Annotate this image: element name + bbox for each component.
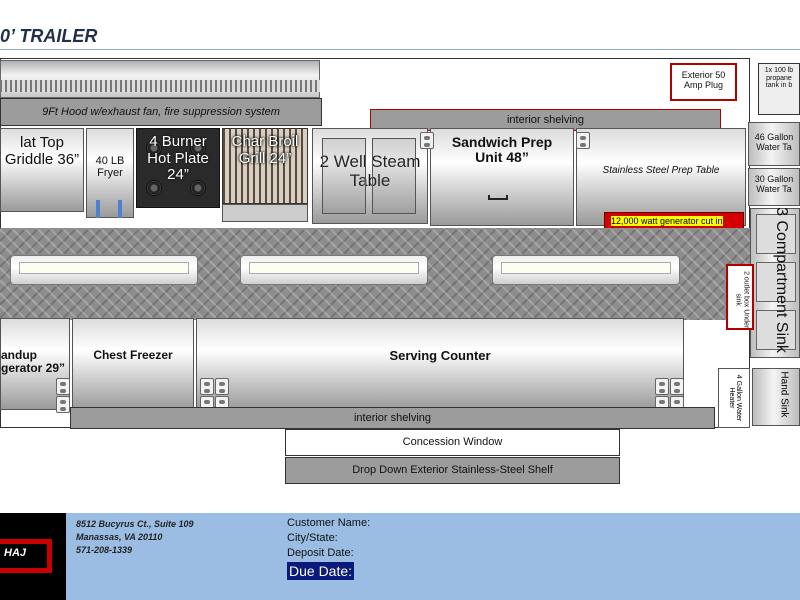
hood-label: 9Ft Hood w/exhaust fan, fire suppression system bbox=[0, 98, 322, 126]
water-heater-label: 4 Gallon Water Heater bbox=[728, 374, 742, 422]
generator-line1: 12,000 watt generator cut in bbox=[611, 216, 723, 226]
deposit-date-label: Deposit Date: bbox=[287, 547, 354, 559]
chest-freezer: Chest Freezer bbox=[72, 318, 194, 410]
drop-down-shelf: Drop Down Exterior Stainless-Steel Shelf bbox=[285, 457, 620, 484]
prep-unit-handle bbox=[488, 195, 508, 200]
city-state-label: City/State: bbox=[287, 532, 338, 544]
hot-plate-label: 4 Burner Hot Plate 24” bbox=[147, 133, 209, 183]
interior-shelving-top: interior shelving bbox=[370, 109, 721, 131]
steam-well bbox=[372, 138, 416, 214]
char-broil-label: Char Broil Grill 24” bbox=[231, 133, 299, 167]
flat-top-griddle: lat Top Griddle 36” bbox=[0, 128, 84, 212]
water-heater bbox=[718, 368, 750, 428]
hand-sink-label: Hand Sink bbox=[778, 371, 790, 418]
outlet-icon bbox=[200, 378, 214, 395]
outlet-icon bbox=[655, 378, 669, 395]
customer-info bbox=[287, 516, 370, 581]
outlet-icon bbox=[670, 378, 684, 395]
ceiling-light bbox=[492, 255, 680, 285]
outlet-icon bbox=[420, 132, 434, 149]
fryer-basket-handle bbox=[118, 200, 122, 218]
customer-name-label: Customer Name: bbox=[287, 517, 371, 529]
title-rule bbox=[0, 49, 800, 50]
char-broil-base bbox=[222, 204, 308, 222]
company-logo bbox=[0, 513, 66, 600]
logo-text: HAJ bbox=[4, 547, 27, 559]
outlet-icon bbox=[576, 132, 590, 149]
hood-body bbox=[0, 60, 320, 98]
page-title: 0’ TRAILER bbox=[0, 26, 98, 46]
company-address bbox=[76, 518, 194, 557]
due-date-label: Due Date: bbox=[289, 563, 353, 579]
hand-sink bbox=[752, 368, 800, 426]
outlet-icon bbox=[56, 396, 70, 413]
compartment-sink-label: 3 Compartment Sink bbox=[773, 207, 790, 353]
ceiling-light bbox=[10, 255, 198, 285]
hood-filter bbox=[0, 80, 320, 92]
address-line2: Manassas, VA 20110 bbox=[76, 532, 163, 542]
fresh-water-tank: 46 Gallon Water Ta bbox=[748, 122, 800, 166]
concession-window: Concession Window bbox=[285, 429, 620, 456]
refrigerator: andup gerator 29” bbox=[0, 318, 70, 410]
company-phone: 571-208-1339 bbox=[76, 545, 133, 555]
outlet-under-sink-label: 2 outlet box Under sink bbox=[735, 271, 750, 329]
ceiling-light bbox=[240, 255, 428, 285]
serving-counter: Serving Counter bbox=[196, 318, 684, 410]
outlet-under-sink bbox=[726, 264, 754, 330]
stainless-prep-table: Stainless Steel Prep Table bbox=[576, 128, 746, 226]
steam-well bbox=[322, 138, 366, 214]
sandwich-prep-unit: Sandwich Prep Unit 48” bbox=[430, 128, 574, 226]
interior-shelving-bottom: interior shelving bbox=[70, 407, 715, 429]
steam-table: 2 Well Steam Table bbox=[312, 128, 428, 224]
waste-water-tank: 30 Gallon Water Ta bbox=[748, 168, 800, 206]
propane-tank: 1x 100 lb propane tank in b bbox=[758, 63, 800, 115]
fryer: 40 LB Fryer bbox=[86, 128, 134, 218]
fryer-basket-handle bbox=[96, 200, 100, 218]
outlet-icon bbox=[215, 378, 229, 395]
outlet-icon bbox=[56, 378, 70, 395]
address-line1: 8512 Bucyrus Ct., Suite 109 bbox=[76, 519, 194, 529]
exterior-plug-top: Exterior 50 Amp Plug bbox=[670, 63, 737, 101]
